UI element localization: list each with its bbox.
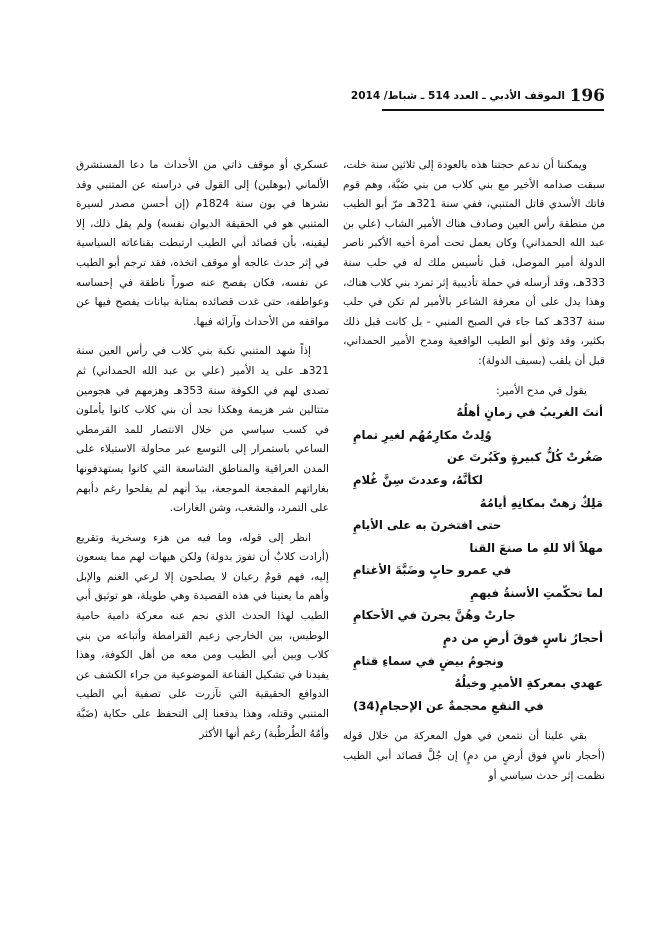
header-rule: [382, 109, 604, 111]
verse-hemistich: جارتْ وهُنَّ يجرنَ في الأحكامِ: [353, 608, 516, 623]
verse-hemistich: أحجارُ ناسٍ فوقَ أرضٍ من دمٍ: [442, 631, 603, 646]
verse-hemistich: في عمرو حابٍ وضَبَّةَ الأغتامِ: [353, 563, 512, 578]
spacer: [343, 372, 605, 382]
verse-intro: يقول في مدح الأمير:: [496, 384, 587, 397]
spacer: [343, 717, 605, 727]
running-title: الموقف الأدبي ـ العدد 514 ـ شباط/ 2014: [350, 90, 565, 102]
poem: [343, 401, 605, 717]
spacer: [76, 519, 329, 529]
spacer: [76, 332, 329, 342]
verse-hemistich: عهدي بمعركةِ الأميرِ وخيلُهُ: [454, 676, 603, 691]
left-column: [76, 156, 329, 744]
left-paragraph-2: إذاً شهد المتنبي نكبة بني كلاب في رأس العين سنة 321هـ على يد الأمير (علي بن عبد الله الحمداني) ثم تصدى لهم في الكوفة سنة 353هـ وهزمهم في هجومين متتالين شر هزيمة وهكذا نجد أن بني كلاب كانوا يأملون في كسب سياسي من خلال الانتصار للمد القرمطي الساعي باستمرار إلى التوسع عبر محاولة الاستيلاء على المدن العراقية والمناطق الشاسعة التي كانوا يستهدفونها بغاراتهم المفجعة الموجعة، بيدَ أنهم لم يفلحوا رغم دأبهم على التمرد، والشغب، وشن الغارات.: [76, 345, 329, 515]
page-number: 196: [569, 86, 605, 106]
verse-hemistich: وُلِدتْ مكارِمُهُم لغيرِ تمامِ: [353, 427, 492, 442]
verse-hemistich: مهلاً ألا للهِ ما صنعَ القنا: [469, 540, 603, 555]
verse-hemistich: ونجومُ بيضٍ في سماءِ قتامِ: [353, 653, 504, 668]
verse-hemistich: أنتَ الغريبُ في زمانٍ أهلُهُ: [456, 405, 603, 420]
page-header: [350, 86, 605, 108]
verse-hemistich: حتى افتخرنَ به على الأيامِ: [353, 518, 502, 533]
verse-hemistich: مَلِكٌ زهتْ بمكانِهِ أيامُهُ: [479, 495, 603, 510]
verse-hemistich: صَغُرتْ كُلُّ كبيرةٍ وكَبُرتَ عن: [446, 450, 603, 465]
verse-hemistich: لكأنَّهُ، وعددتَ سِنَّ غُلامِ: [353, 472, 483, 487]
right-column: [343, 156, 605, 786]
left-paragraph-1: عسكري أو موقف ذاتي من الأحداث ما دعا المستشرق الألماني (بوهلين) إلى القول في دراسته عن المتنبي وقد نشرها في بون سنة 1824م (إن أحسن مصدر لسيرة المتنبي هو في الحقيقة الديوان نفسه) ولم يقل ذلك، إلا ليقينه، بأن قصائد أبي الطيب ارتبطت بقناعاته السياسية في إثر حدث عالجه أو موقف اتخذه، فقد ترجم أبو الطيب عن نفسه، فكان يفصح عنه صوراً ناطقة في إحساسه وعواطفه، حتى غدت قصائده بمثابة بيانات يفصح فيها عن مواقفه من الأحداث وآرائه فيها.: [76, 159, 329, 328]
right-paragraph-2: بقي علينا أن نتمعن في هول المعركة من خلال قوله (أحجار ناسٍ فوق أرضٍ من دمٍ) إن جُلَّ قصائد أبي الطيب نظمت إثر حدث سياسي أو: [343, 730, 605, 782]
left-paragraph-3: انظر إلى قوله، وما فيه من هزء وسخرية وتقريع (أرادت كلابٌ أن تفوز بدولة) ولكن هيهات لهم مما يسعون إليه، فهم قومٌ رعيان لا يصلحون إلا لرعي الغنم والإبل وأهم ما يعنينا في هذه القصيدة وهي طويلة، هو توثيق أبي الطيب لهذا الحدث الذي نجم عنه معركة دامية حامية الوطيس، بين الخارجي زعيم القرامطة وأتباعه من بني كلاب وبين أبي الطيب ومن معه من أهل الكوفة، وهذا يفيدنا في تشكيل القناعة الموضوعية من جراء الكشف عن الدوافع الحقيقية التي تآزرت على تصفية أبي الطيب المتنبي وقتله، وهذا يدفعنا إلى التحفظ على حكاية (ضَبَّة وأمُهُ الطُرطُبة) رغم أنها الأكثر: [76, 531, 329, 740]
verse-hemistich: لما تحكّمتِ الأسنةُ فيهمِ: [470, 585, 603, 600]
right-paragraph-1: ويمكننا أن ندعم حجتنا هذه بالعودة إلى ثلاثين سنة خلت، سبقت صدامه الأخير مع بني كلاب من بني ضَبَّة، وهم قوم فاتك الأسدي قاتل المتنبي، ففي سنة 321هـ مرّ أبو الطيب من منطقة رأس العين وصادف هناك الأمير الشاب (علي بن عبد الله الحمداني) وكان يعمل تحت أمرة أخيه الأكبر ناصر الدولة أمير الموصل، قبل تأسيس ملك له في حلب سنة 333هـ، وقد أرسله في حملة تأديبية إثر تمرد بني كلاب هناك، وهذا يدل على أن معرفة الشاعر بالأمير لم تكن في حلب سنة 337هـ كما جاء في الصبح المنبي - بل كانت قبل ذلك بكثير، وقد وثق أبو الطيب الواقعية ومدح الأمير الحمداني، قبل أن يلقب (بسيف الدولة):: [343, 159, 605, 367]
verse-hemistich: في النقعِ محجمةٌ عن الإحجامِ(34): [353, 698, 544, 713]
